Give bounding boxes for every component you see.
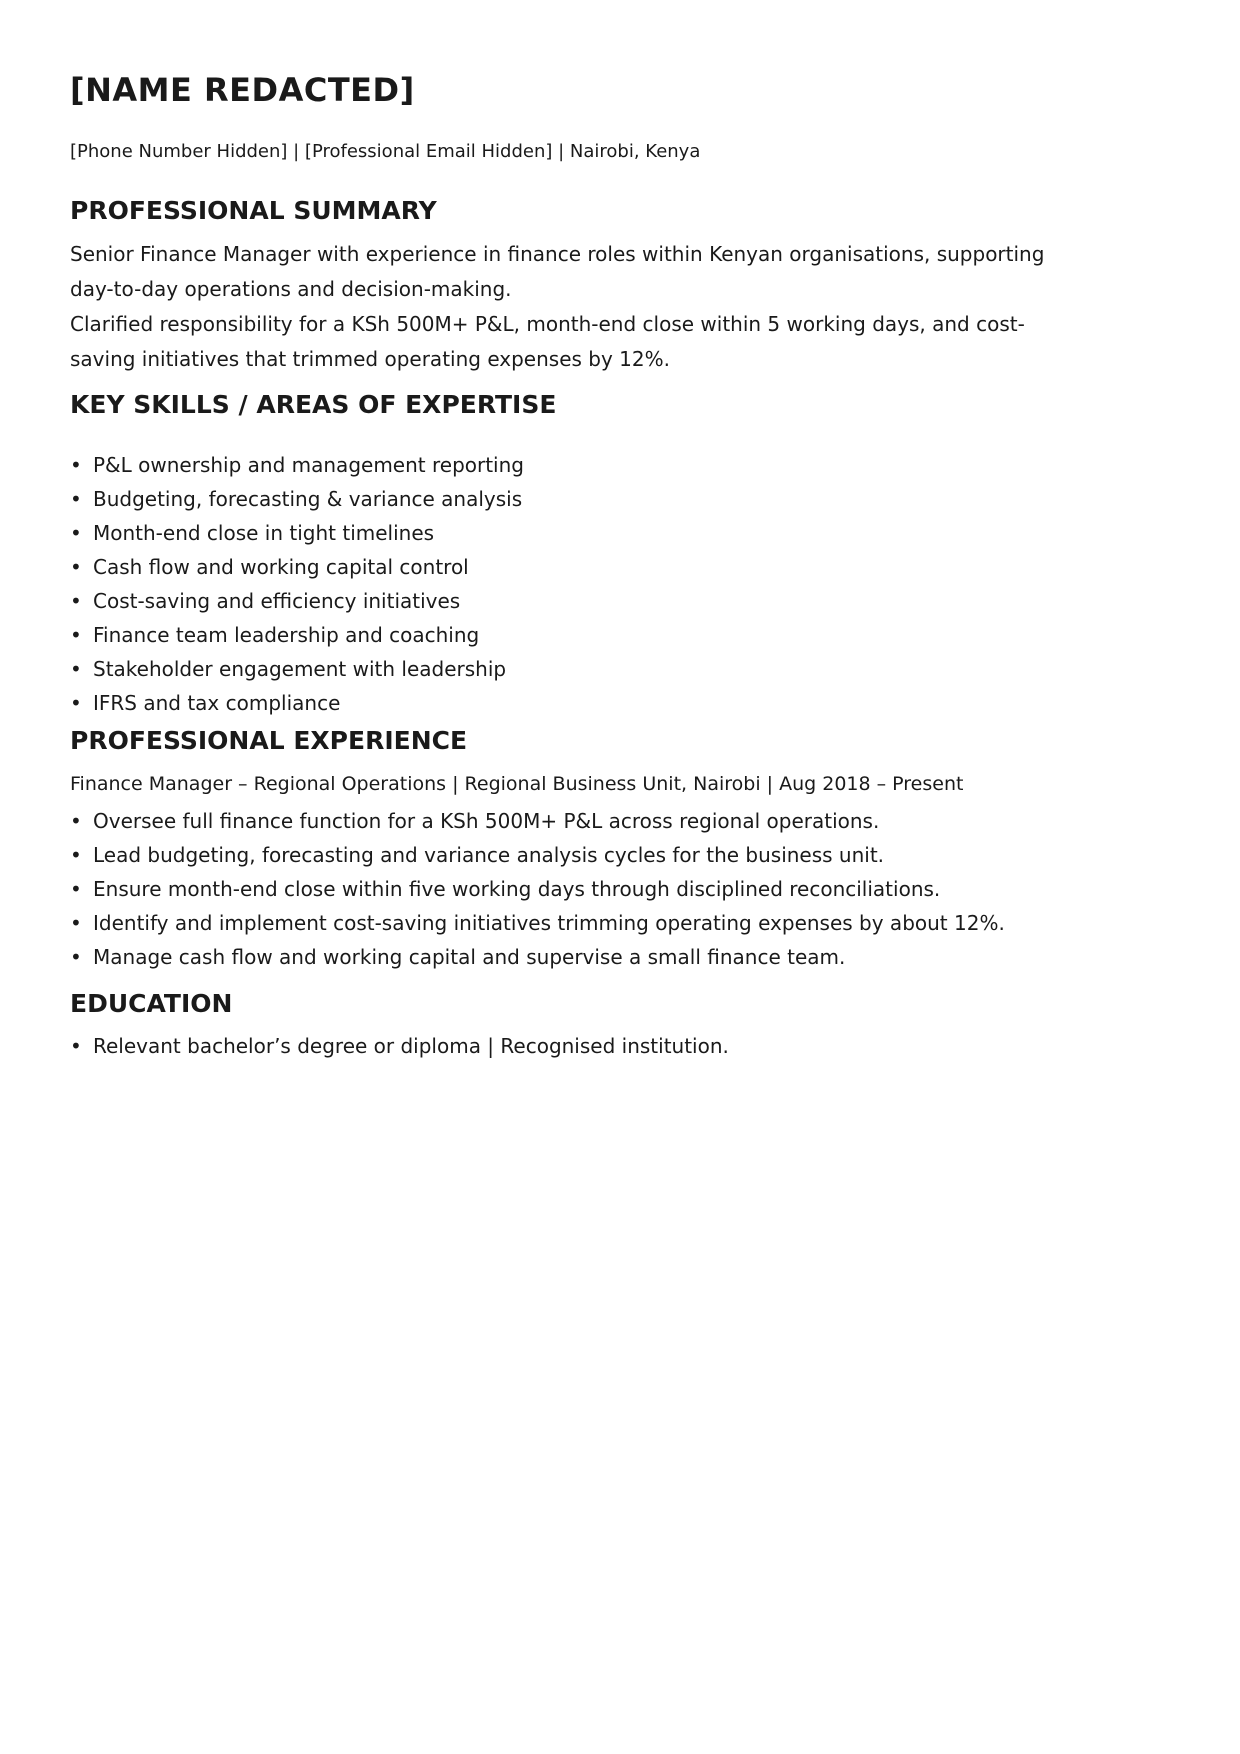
bullet-icon: • <box>70 877 82 901</box>
list-item <box>70 906 1170 940</box>
list-item <box>70 618 1170 652</box>
bullet-icon: • <box>70 453 82 477</box>
list-item-text: Cash flow and working capital control <box>93 555 469 579</box>
list-item <box>70 804 1170 838</box>
list-item <box>70 1029 1170 1063</box>
bullet-icon: • <box>70 521 82 545</box>
list-item <box>70 448 1170 482</box>
summary-line: Clarified responsibility for a KSh 500M+ P&L, month-end close within 5 working days, and cost- <box>70 312 1025 336</box>
summary-line: day-to-day operations and decision-making. <box>70 277 512 301</box>
bullet-icon: • <box>70 487 82 511</box>
list-item <box>70 584 1170 618</box>
list-item <box>70 482 1170 516</box>
list-item-text: P&L ownership and management reporting <box>93 453 524 477</box>
summary-paragraph <box>70 237 1170 377</box>
bullet-icon: • <box>70 843 82 867</box>
role-line: Finance Manager – Regional Operations | Regional Business Unit, Nairobi | Aug 2018 – Present <box>70 773 964 795</box>
section-experience <box>70 726 1170 974</box>
skills-list <box>70 448 1170 720</box>
list-item <box>70 872 1170 906</box>
list-item-text: Month-end close in tight timelines <box>93 521 435 545</box>
list-item <box>70 550 1170 584</box>
list-item-text: Stakeholder engagement with leadership <box>93 657 507 681</box>
list-item-text: Oversee full finance function for a KSh 500M+ P&L across regional operations. <box>93 809 880 833</box>
list-item-text: Lead budgeting, forecasting and variance analysis cycles for the business unit. <box>93 843 885 867</box>
section-education <box>70 989 1170 1063</box>
bullet-icon: • <box>70 589 82 613</box>
list-item-text: Finance team leadership and coaching <box>93 623 480 647</box>
experience-list <box>70 804 1170 974</box>
list-item-text: IFRS and tax compliance <box>93 691 341 715</box>
list-item-text: Cost-saving and efficiency initiatives <box>93 589 461 613</box>
list-item <box>70 838 1170 872</box>
bullet-icon: • <box>70 911 82 935</box>
bullet-icon: • <box>70 657 82 681</box>
section-heading-experience: PROFESSIONAL EXPERIENCE <box>70 726 468 755</box>
bullet-icon: • <box>70 1034 82 1058</box>
list-item-text: Ensure month-end close within five working days through disciplined reconciliations. <box>93 877 941 901</box>
page-title: [NAME REDACTED] <box>70 71 415 109</box>
bullet-icon: • <box>70 809 82 833</box>
bullet-icon: • <box>70 945 82 969</box>
list-item <box>70 516 1170 550</box>
list-item-text: Manage cash flow and working capital and supervise a small finance team. <box>93 945 846 969</box>
section-heading-summary: PROFESSIONAL SUMMARY <box>70 196 437 225</box>
summary-line: saving initiatives that trimmed operating expenses by 12%. <box>70 347 670 371</box>
section-skills <box>70 390 1170 720</box>
list-item <box>70 686 1170 720</box>
list-item <box>70 940 1170 974</box>
bullet-icon: • <box>70 555 82 579</box>
summary-line: Senior Finance Manager with experience in finance roles within Kenyan organisations, supporting <box>70 242 1045 266</box>
section-heading-education: EDUCATION <box>70 989 233 1018</box>
section-heading-skills: KEY SKILLS / AREAS OF EXPERTISE <box>70 390 557 419</box>
list-item-text: Identify and implement cost-saving initiatives trimming operating expenses by about 12%. <box>93 911 1005 935</box>
bullet-icon: • <box>70 691 82 715</box>
section-summary <box>70 196 1170 377</box>
education-list <box>70 1029 1170 1063</box>
bullet-icon: • <box>70 623 82 647</box>
list-item <box>70 652 1170 686</box>
list-item-text: Budgeting, forecasting & variance analysis <box>93 487 523 511</box>
list-item-text: Relevant bachelor’s degree or diploma | Recognised institution. <box>93 1034 729 1058</box>
contact-line: [Phone Number Hidden] | [Professional Email Hidden] | Nairobi, Kenya <box>70 141 701 162</box>
